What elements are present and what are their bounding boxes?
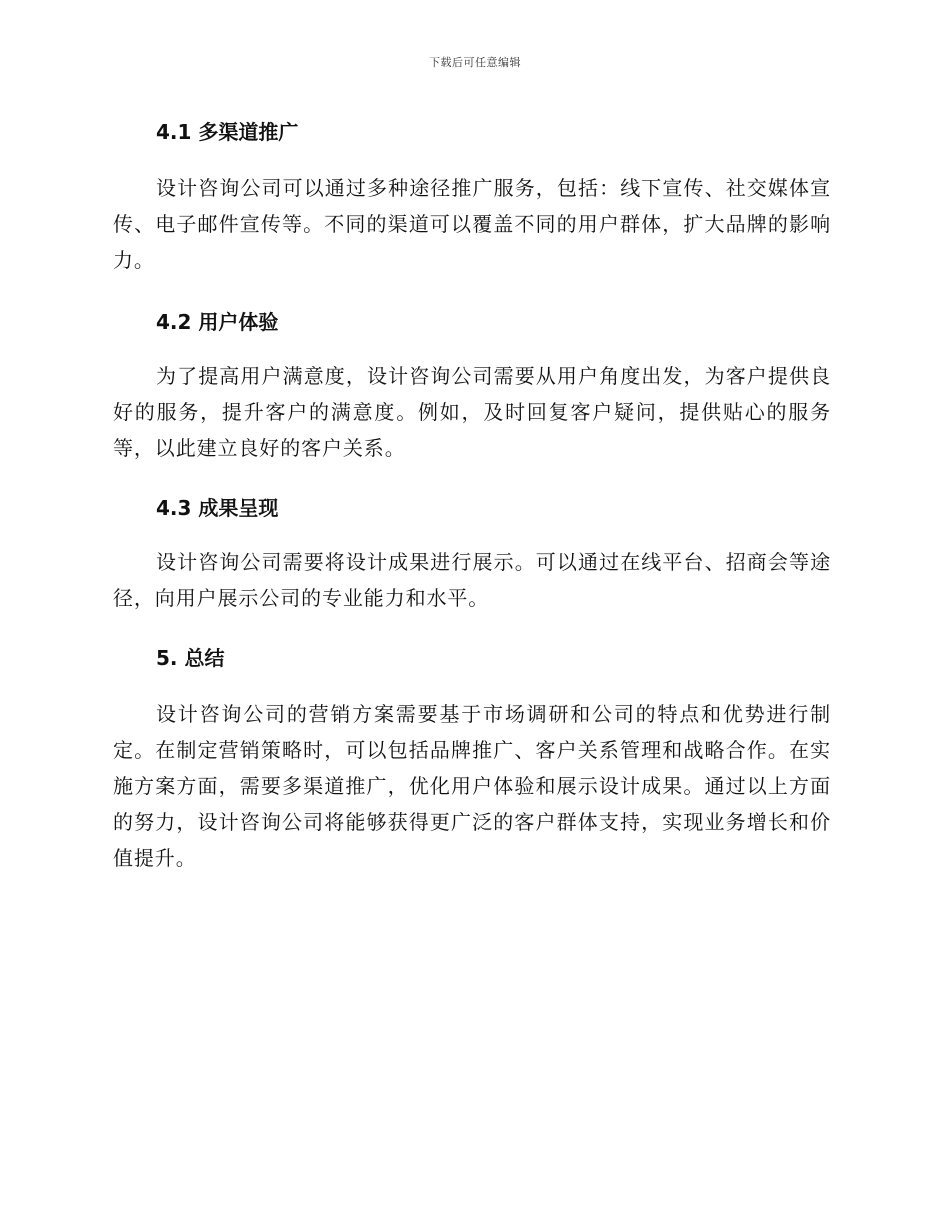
document-body xyxy=(113,110,831,876)
section-heading-results: 4.3 成果呈现 xyxy=(156,496,279,520)
section-heading-multichannel: 4.1 多渠道推广 xyxy=(156,120,299,144)
section-paragraph-summary: 设计咨询公司的营销方案需要基于市场调研和公司的特点和优势进行制定。在制定营销策略时，可以包括品牌推广、客户关系管理和战略合作。在实施方案方面，需要多渠道推广，优化用户体验和展示设计成果。通过以上方面的努力，设计咨询公司将能够获得更广泛的客户群体支持，实现业务增长和价值提升。 xyxy=(113,702,831,870)
section-heading-user-experience: 4.2 用户体验 xyxy=(156,310,279,334)
section-heading-summary: 5. 总结 xyxy=(156,646,225,670)
section-paragraph-user-experience: 为了提高用户满意度，设计咨询公司需要从用户角度出发，为客户提供良好的服务，提升客户的满意度。例如，及时回复客户疑问，提供贴心的服务等，以此建立良好的客户关系。 xyxy=(113,364,831,460)
header-note: 下载后可任意编辑 xyxy=(429,56,521,69)
section-paragraph-multichannel: 设计咨询公司可以通过多种途径推广服务，包括：线下宣传、社交媒体宣传、电子邮件宣传等。不同的渠道可以覆盖不同的用户群体，扩大品牌的影响力。 xyxy=(113,176,831,272)
section-paragraph-results: 设计咨询公司需要将设计成果进行展示。可以通过在线平台、招商会等途径，向用户展示公司的专业能力和水平。 xyxy=(113,550,831,610)
